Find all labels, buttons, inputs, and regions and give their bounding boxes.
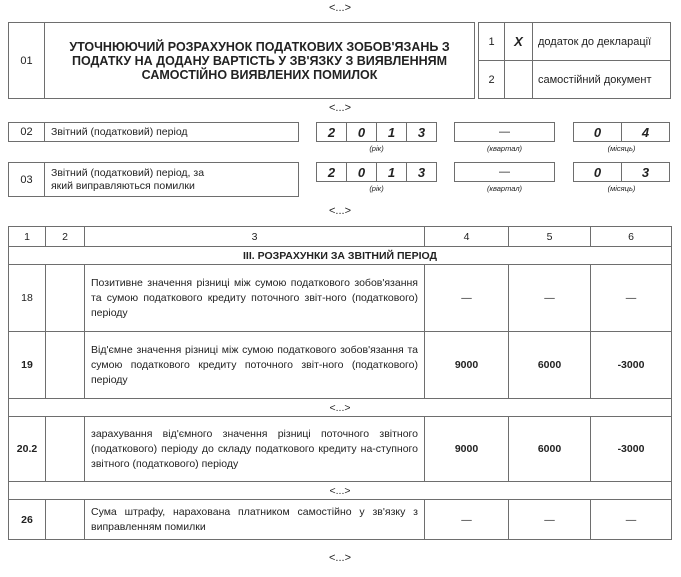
table-row	[9, 265, 672, 332]
ellipsis-after-periods: <...>	[328, 205, 352, 217]
option-2-label: самостійний документ	[532, 60, 671, 99]
period-03-year-digit[interactable]: 3	[406, 162, 437, 182]
row-empty-cell	[46, 500, 85, 540]
ellipsis-row-text: <...>	[9, 399, 672, 417]
period-03-month-caption: (місяць)	[607, 184, 636, 193]
period-03-year-digit[interactable]: 1	[376, 162, 407, 182]
row-description: зарахування від'ємного значення різниці поточного звітного (податкового) періоду до складу податкового кредиту на-ступного звітного (податкового) періоду	[85, 417, 425, 482]
row-value-col4[interactable]: 9000	[425, 417, 509, 482]
calculation-table	[8, 226, 672, 540]
period-02-code: 02	[8, 122, 45, 142]
row-value-col5[interactable]: —	[509, 265, 591, 332]
row-value-col6[interactable]: —	[591, 265, 672, 332]
row-value-col4[interactable]: —	[425, 265, 509, 332]
row-value-col6[interactable]: -3000	[591, 332, 672, 399]
period-02-year-digit[interactable]: 0	[346, 122, 377, 142]
section-title: ІІІ. РОЗРАХУНКИ ЗА ЗВІТНИЙ ПЕРІОД	[9, 247, 672, 265]
period-03-year-digit[interactable]: 0	[346, 162, 377, 182]
period-02-month-caption: (місяць)	[607, 144, 636, 153]
column-header: 1	[9, 227, 46, 247]
row-value-col6[interactable]: —	[591, 500, 672, 540]
period-02-month-digit[interactable]: 4	[621, 122, 670, 142]
header-code: 01	[8, 22, 45, 99]
row-empty-cell	[46, 332, 85, 399]
period-03-code: 03	[8, 162, 45, 197]
ellipsis-bottom: <...>	[328, 552, 352, 564]
row-value-col4[interactable]: 9000	[425, 332, 509, 399]
period-02-label: Звітний (податковий) період	[44, 122, 299, 142]
row-value-col5[interactable]: 6000	[509, 332, 591, 399]
option-1-checkbox[interactable]: X	[504, 22, 533, 61]
period-02-year-digit[interactable]: 2	[316, 122, 347, 142]
column-header-row	[9, 227, 672, 247]
row-code: 20.2	[9, 417, 46, 482]
ellipsis-top: <...>	[328, 2, 352, 14]
period-03-year-digit[interactable]: 2	[316, 162, 347, 182]
ellipsis-row-text: <...>	[9, 482, 672, 500]
column-header: 5	[509, 227, 591, 247]
period-03-month-digit[interactable]: 0	[573, 162, 622, 182]
row-description: Від'ємне значення різниці між сумою податкового зобов'язання та сумою податкового кредиту поточного звіт-ного (податкового) періоду	[85, 332, 425, 399]
row-empty-cell	[46, 417, 85, 482]
option-1-num: 1	[478, 22, 505, 61]
period-02-quarter-caption: (квартал)	[486, 144, 523, 153]
period-02-quarter[interactable]: —	[454, 122, 555, 142]
period-02-year-digit[interactable]: 3	[406, 122, 437, 142]
option-2-num: 2	[478, 60, 505, 99]
row-code: 26	[9, 500, 46, 540]
period-03-quarter[interactable]: —	[454, 162, 555, 182]
form-title	[44, 22, 475, 99]
row-code: 19	[9, 332, 46, 399]
row-value-col5[interactable]: 6000	[509, 417, 591, 482]
ellipsis-after-header: <...>	[328, 102, 352, 114]
period-03-year-caption: (рік)	[369, 184, 384, 193]
ellipsis-row	[9, 399, 672, 417]
table-row	[9, 417, 672, 482]
row-description: Сума штрафу, нарахована платником самостійно у зв'язку з виправленням помилки	[85, 500, 425, 540]
period-03-month-digit[interactable]: 3	[621, 162, 670, 182]
row-value-col5[interactable]: —	[509, 500, 591, 540]
option-1-label: додаток до декларації	[532, 22, 671, 61]
table-row	[9, 500, 672, 540]
row-description: Позитивне значення різниці між сумою податкового зобов'язання та сумою податкового кредиту поточного звіт-ного (податкового) періоду	[85, 265, 425, 332]
period-02-month-digit[interactable]: 0	[573, 122, 622, 142]
section-title-row	[9, 247, 672, 265]
period-03-quarter-caption: (квартал)	[486, 184, 523, 193]
column-header: 3	[85, 227, 425, 247]
column-header: 4	[425, 227, 509, 247]
table-row	[9, 332, 672, 399]
period-02-year-caption: (рік)	[369, 144, 384, 153]
row-value-col6[interactable]: -3000	[591, 417, 672, 482]
form-title-text: УТОЧНЮЮЧИЙ РОЗРАХУНОК ПОДАТКОВИХ ЗОБОВ'ЯЗАНЬ З ПОДАТКУ НА ДОДАНУ ВАРТІСТЬ У ЗВ'ЯЗКУ З ВИЯВЛЕННЯМ САМОСТІЙНО ВИЯВЛЕНИХ ПОМИЛОК	[69, 39, 450, 82]
row-empty-cell	[46, 265, 85, 332]
row-code: 18	[9, 265, 46, 332]
period-02-year-digit[interactable]: 1	[376, 122, 407, 142]
column-header: 6	[591, 227, 672, 247]
column-header: 2	[46, 227, 85, 247]
period-03-label: Звітний (податковий) період, за який виправляються помилки	[44, 162, 299, 197]
ellipsis-row	[9, 482, 672, 500]
row-value-col4[interactable]: —	[425, 500, 509, 540]
option-2-checkbox[interactable]	[504, 60, 533, 99]
